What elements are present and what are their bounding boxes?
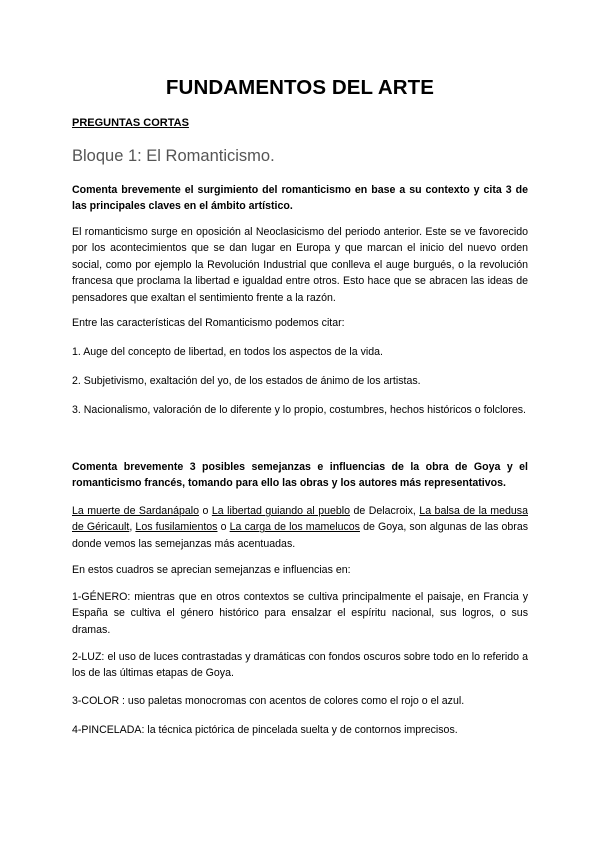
work-title-link: La carga de los mamelucos <box>229 521 360 534</box>
list-item: 4-PINCELADA: la técnica pictórica de pincelada suelta y de contornos imprecisos. <box>72 724 458 736</box>
bloque-heading: Bloque 1: El Romanticismo. <box>72 147 275 165</box>
list-item: 2. Subjetivismo, exaltación del yo, de los estados de ánimo de los artistas. <box>72 375 421 387</box>
text-fragment: de Delacroix, <box>350 505 420 517</box>
works-paragraph <box>72 503 528 552</box>
list-item: 3. Nacionalismo, valoración de lo diferente y lo propio, costumbres, hechos históricos o folclores. <box>72 404 526 416</box>
list-item: 3-COLOR : uso paletas monocromas con acentos de colores como el rojo o el azul. <box>72 695 465 707</box>
document-title: FUNDAMENTOS DEL ARTE <box>165 76 435 99</box>
influences-intro: En estos cuadros se aprecian semejanzas e influencias en: <box>72 564 351 576</box>
answer-1-paragraph: El romanticismo surge en oposición al Neoclasicismo del periodo anterior. Este se ve favorecido por los acontecimientos que se dan lugar en Europa y que marcan el inicio del nuevo orden social, como por ejemplo la Revolución Industrial que conlleva el auge burgués, o la revolución francesa que proclama la libertad e igualdad entre otros. Esto hace que se abracen las ideas de pensadores que exaltan el sentimiento frente a la razón. <box>72 226 528 304</box>
text-fragment: o <box>217 521 230 534</box>
work-title-link: La libertad guiando al pueblo <box>211 505 351 517</box>
question-2: Comenta brevemente 3 posibles semejanzas e influencias de la obra de Goya y el romanticismo francés, tomando para ello las obras y los autores más representativos. <box>72 461 528 490</box>
work-title-link: Los fusilamientos <box>135 521 218 534</box>
list-item: 1. Auge del concepto de libertad, en todos los aspectos de la vida. <box>72 346 383 358</box>
text-fragment: , <box>129 521 136 534</box>
section-subtitle: PREGUNTAS CORTAS <box>72 117 189 129</box>
work-title-link: La balsa de la medusa de Géricault <box>72 505 528 534</box>
question-1: Comenta brevemente el surgimiento del romanticismo en base a su contexto y cita 3 de las principales claves en el ámbito artístico. <box>72 184 528 213</box>
answer-1-characteristics-intro: Entre las características del Romanticismo podemos citar: <box>72 317 345 329</box>
text-fragment: de Goya, son algunas de las obras donde vemos las semejanzas más acentuadas. <box>72 521 529 550</box>
list-item: 2-LUZ: el uso de luces contrastadas y dramáticas con fondos oscuros sobre todo en lo referido a los de las últimas etapas de Goya. <box>72 651 528 680</box>
text-fragment: o <box>199 505 212 517</box>
list-item: 1-GÉNERO: mientras que en otros contextos se cultiva principalmente el paisaje, en Francia y España se cultiva el género histórico para ensalzar el espíritu nacional, sus logros, o sus dramas. <box>72 591 528 636</box>
work-title-link: La muerte de Sardanápalo <box>72 505 200 517</box>
